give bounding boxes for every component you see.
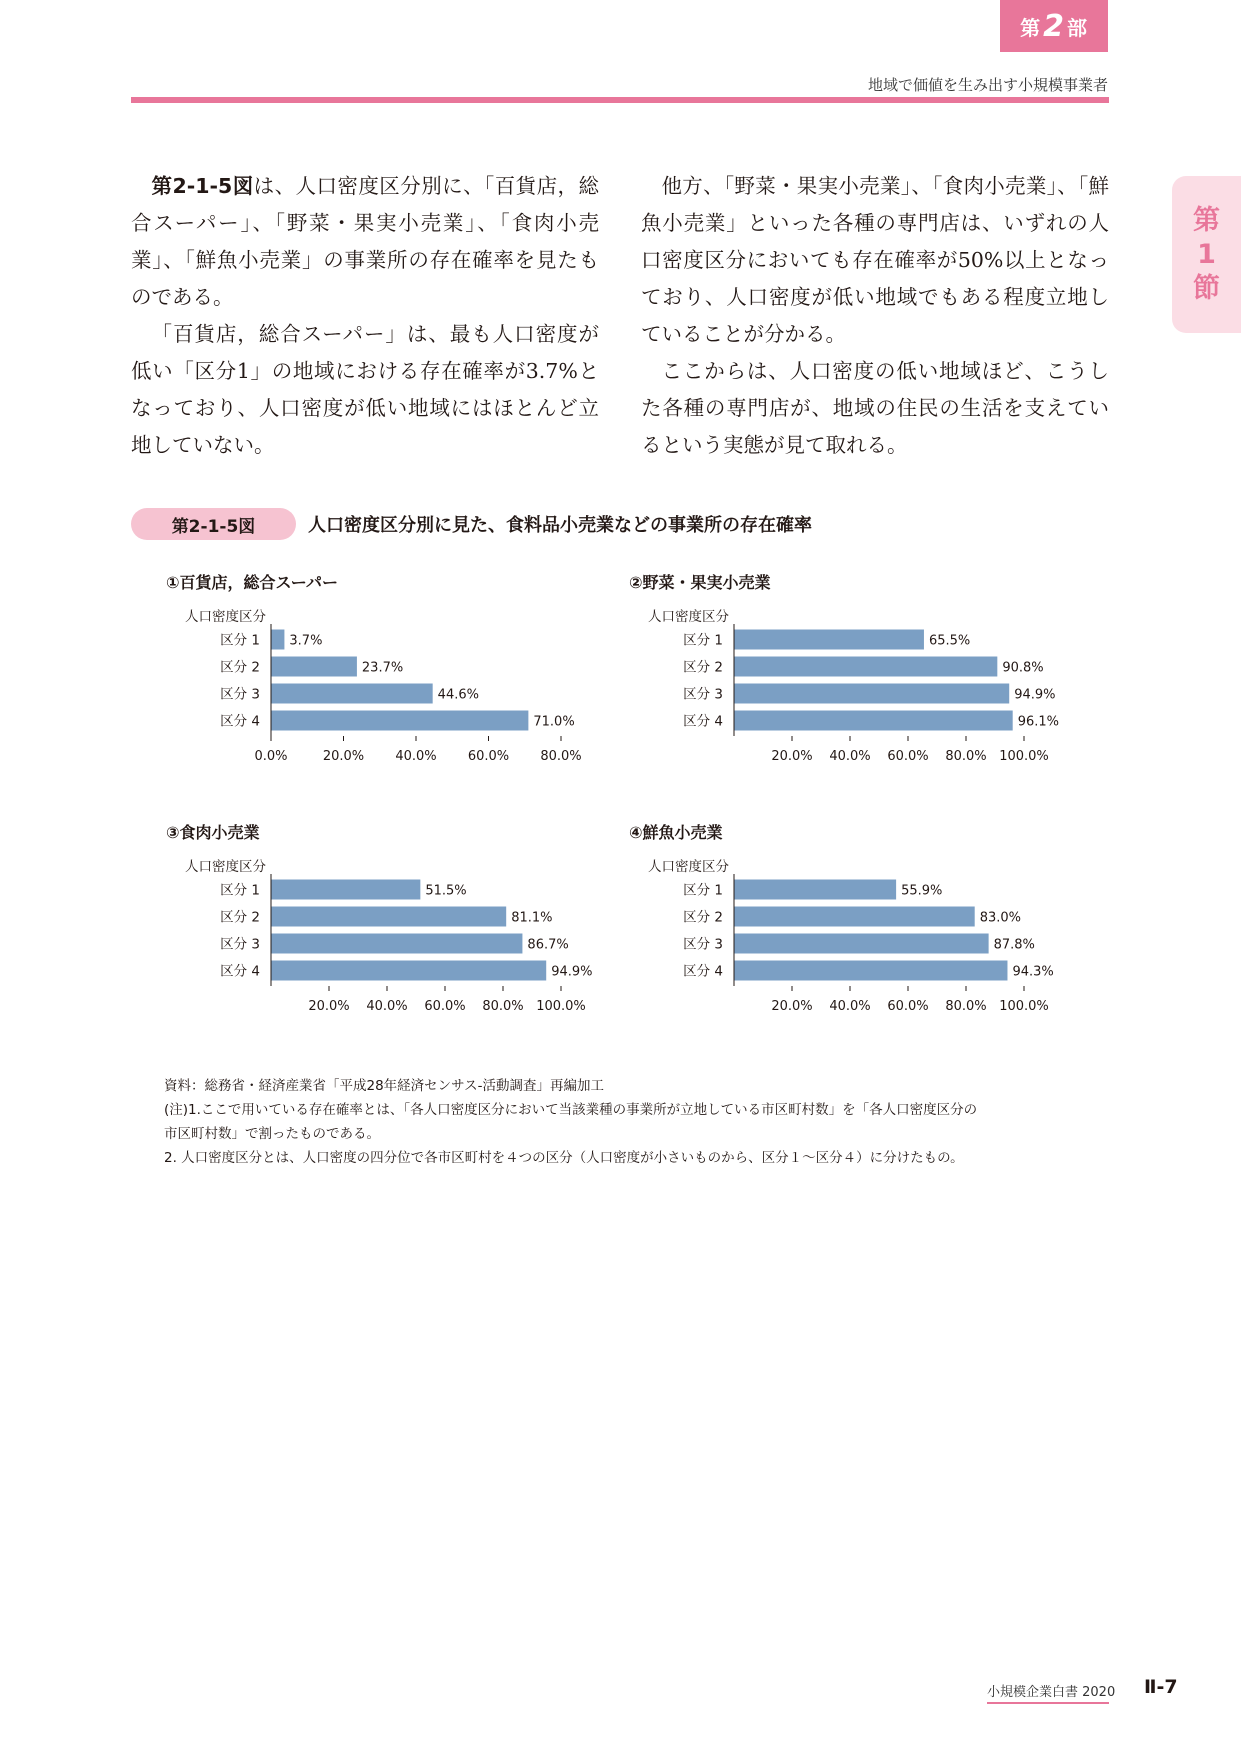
y-axis-label: 人口密度区分	[648, 609, 729, 625]
chart-title-2: ②野菜・果実小売業	[629, 573, 771, 592]
x-tick-label: 80.0%	[540, 749, 582, 764]
left-paragraph-1	[131, 168, 599, 316]
y-axis-label: 人口密度区分	[185, 859, 266, 875]
footer-publication: 小規模企業白書 2020	[987, 1685, 1116, 1700]
category-label: 区分 1	[220, 632, 260, 649]
body-column-right	[641, 168, 1109, 464]
figure-reference: 第2-1-5図	[151, 174, 254, 198]
category-label: 区分 1	[220, 882, 260, 899]
data-label: 81.1%	[511, 910, 553, 926]
x-tick-label: 60.0%	[424, 999, 466, 1014]
note-1a: (注)1.ここで用いている存在確率とは、「各人口密度区分において当該業種の事業所が立地している市区町村数」を「各人口密度区分の	[164, 1102, 978, 1118]
note-2: 2. 人口密度区分とは、人口密度の四分位で各市区町村を４つの区分（人口密度が小さいものから、区分１～区分４）に分けたもの。	[164, 1150, 964, 1166]
figure-notes	[164, 1074, 1084, 1170]
category-label: 区分 3	[683, 936, 723, 953]
left-paragraph-1-text: は、人口密度区分別に、「百貨店，総合スーパー」、「野菜・果実小売業」、「食肉小売業」、「鮮魚小売業」の事業所の存在確率を見たものである。	[131, 174, 599, 309]
figure-title: 人口密度区分別に見た、食料品小売業などの事業所の存在確率	[308, 515, 812, 536]
category-label: 区分 3	[220, 936, 260, 953]
bar	[271, 711, 528, 731]
bar	[271, 630, 284, 650]
bar	[271, 961, 546, 981]
chart-title-4: ④鮮魚小売業	[629, 823, 723, 842]
category-label: 区分 4	[683, 713, 723, 730]
category-label: 区分 2	[220, 909, 260, 926]
data-label: 86.7%	[527, 937, 569, 953]
x-tick-label: 40.0%	[366, 999, 408, 1014]
part-number: 2	[1043, 8, 1065, 44]
x-tick-label: 60.0%	[887, 999, 929, 1014]
x-tick-label: 80.0%	[945, 999, 987, 1014]
footer-rule	[987, 1702, 1109, 1704]
section-tab-line1: 第	[1193, 204, 1220, 236]
chart-meat	[166, 856, 616, 1016]
bar	[734, 711, 1013, 731]
category-label: 区分 4	[220, 713, 260, 730]
chart-title-1: ①百貨店，総合スーパー	[166, 573, 338, 592]
source-note: 資料：総務省・経済産業省「平成28年経済センサス-活動調査」再編加工	[164, 1078, 605, 1094]
x-tick-label: 40.0%	[829, 749, 871, 764]
bar	[734, 684, 1009, 704]
x-tick-label: 100.0%	[999, 999, 1049, 1014]
y-axis-label: 人口密度区分	[185, 609, 266, 625]
category-label: 区分 3	[220, 686, 260, 703]
note-1b: 市区町村数」で割ったものである。	[164, 1126, 380, 1142]
running-title: 地域で価値を生み出す小規模事業者	[867, 76, 1108, 94]
data-label: 3.7%	[289, 633, 323, 649]
part-tab	[1000, 0, 1108, 52]
bar	[734, 630, 924, 650]
body-column-left	[131, 168, 599, 464]
category-label: 区分 1	[683, 632, 723, 649]
bar	[734, 961, 1007, 981]
x-tick-label: 60.0%	[467, 749, 510, 764]
category-label: 区分 2	[683, 909, 723, 926]
chart-fish	[629, 856, 1079, 1016]
category-label: 区分 4	[220, 963, 260, 980]
page-number: Ⅱ-7	[1144, 1676, 1178, 1698]
category-label: 区分 2	[683, 659, 723, 676]
section-tab-line2: 1	[1197, 238, 1216, 270]
data-label: 44.6%	[437, 687, 479, 703]
data-label: 65.5%	[928, 633, 971, 649]
bar	[271, 907, 506, 927]
x-tick-label: 0.0%	[254, 749, 288, 764]
data-label: 55.9%	[901, 883, 943, 899]
bar	[271, 684, 433, 704]
x-tick-label: 60.0%	[887, 749, 929, 764]
bar	[271, 657, 357, 677]
x-tick-label: 20.0%	[771, 749, 813, 764]
x-tick-label: 20.0%	[771, 999, 813, 1014]
data-label: 94.9%	[1014, 687, 1056, 703]
figure-number: 第2-1-5図	[131, 508, 296, 540]
part-suffix: 部	[1066, 15, 1088, 40]
data-label: 94.3%	[1012, 964, 1054, 980]
data-label: 94.9%	[551, 964, 593, 980]
data-label: 87.8%	[993, 937, 1035, 953]
data-label: 71.0%	[533, 714, 575, 730]
data-label: 90.8%	[1002, 660, 1044, 676]
bar	[734, 907, 975, 927]
bar	[734, 880, 896, 900]
x-tick-label: 20.0%	[308, 999, 350, 1014]
section-tab	[1172, 176, 1241, 333]
data-label: 51.5%	[425, 883, 467, 899]
chart-vegetables-fruits	[629, 606, 1079, 766]
category-label: 区分 2	[220, 659, 260, 676]
data-label: 96.1%	[1017, 714, 1060, 730]
x-tick-label: 100.0%	[536, 999, 586, 1014]
section-tab-line3: 節	[1193, 272, 1220, 304]
category-label: 区分 4	[683, 963, 723, 980]
category-label: 区分 1	[683, 882, 723, 899]
x-tick-label: 20.0%	[322, 749, 365, 764]
chart-department-stores	[166, 606, 616, 766]
x-tick-label: 40.0%	[395, 749, 437, 764]
bar	[271, 880, 420, 900]
bar	[734, 934, 989, 954]
chart-title-3: ③食肉小売業	[166, 823, 260, 842]
right-paragraph-2: ここからは、人口密度の低い地域ほど、こうした各種の専門店が、地域の住民の生活を支えているという実態が見て取れる。	[641, 359, 1109, 457]
part-prefix: 第	[1020, 15, 1042, 40]
x-tick-label: 80.0%	[945, 749, 987, 764]
x-tick-label: 100.0%	[999, 749, 1049, 764]
x-tick-label: 40.0%	[829, 999, 871, 1014]
data-label: 23.7%	[361, 660, 404, 676]
bar	[734, 657, 997, 677]
right-paragraph-1: 他方、「野菜・果実小売業」、「食肉小売業」、「鮮魚小売業」といった各種の専門店は、いずれの人口密度区分においても存在確率が50%以上となっており、人口密度が低い地域でもある程度立地していることが分かる。	[641, 174, 1109, 346]
x-tick-label: 80.0%	[482, 999, 524, 1014]
left-paragraph-2: 「百貨店，総合スーパー」は、最も人口密度が低い「区分1」の地域における存在確率が3.7%となっており、人口密度が低い地域にはほとんど立地していない。	[131, 322, 599, 457]
header-rule	[131, 97, 1109, 103]
data-label: 83.0%	[979, 910, 1022, 926]
category-label: 区分 3	[683, 686, 723, 703]
bar	[271, 934, 522, 954]
y-axis-label: 人口密度区分	[648, 859, 729, 875]
figure-heading	[131, 508, 812, 540]
